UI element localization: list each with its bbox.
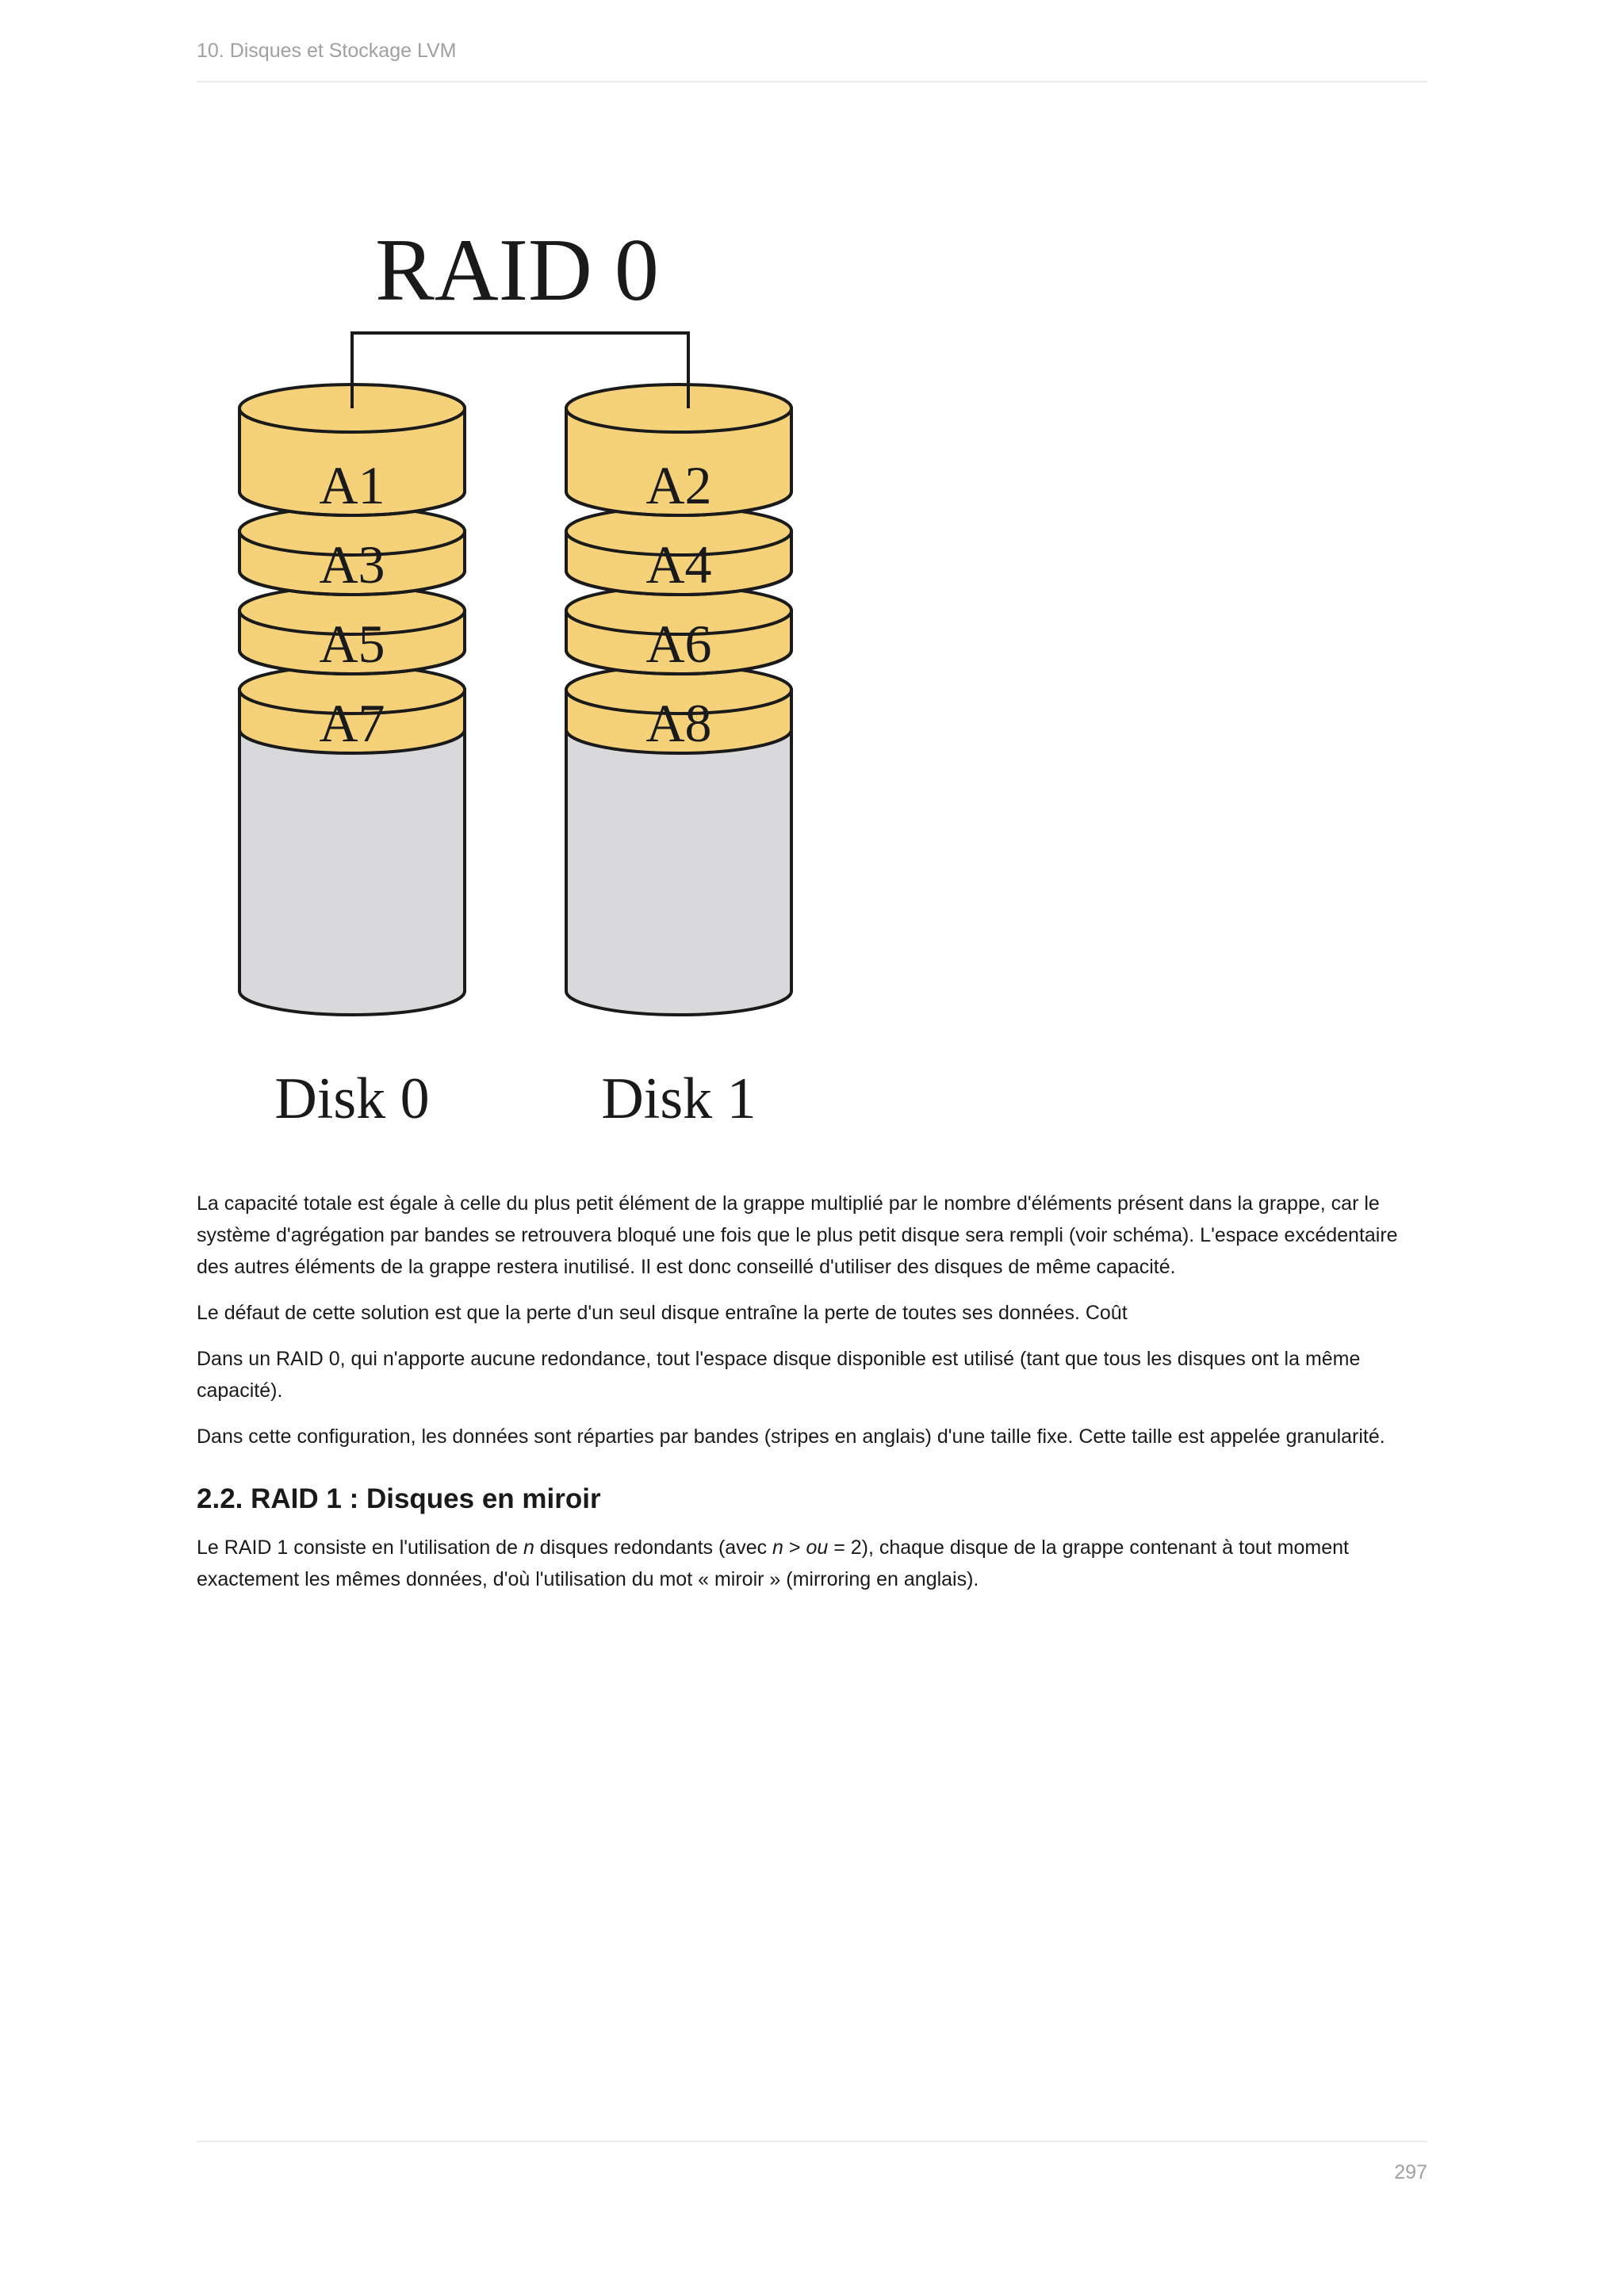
disk-1-label-a6: A6 [645,614,712,674]
paragraph-defect: Le défaut de cette solution est que la perte d'un seul disque entraîne la perte de toutes ses données. Coût [197,1302,1128,1324]
page-footer [197,2141,1427,2184]
disk-1-label-a2: A2 [645,455,712,515]
paragraph-stripes: Dans cette configuration, les données sont réparties par bandes (stripes en anglais) d'une taille fixe. Cette taille est appelée granularité. [197,1425,1385,1448]
disk-0-label-a5: A5 [319,614,385,674]
page-header [197,35,1427,82]
disk-0-empty-body [239,729,465,1015]
paragraph-raid1: Le RAID 1 consiste en l'utilisation de n disques redondants (avec n > ou = 2), chaque disque de la grappe contenant à tout moment exactement les mêmes données, d'où l'utilisation du mot « miroir » (mirroring en anglais). [197,1536,1349,1590]
diagram-title: RAID 0 [375,221,659,320]
paragraph-cost: Dans un RAID 0, qui n'apporte aucune redondance, tout l'espace disque disponible est utilisé (tant que tous les disques ont la même capacité). [197,1348,1361,1402]
chapter-title: 10. Disques et Stockage LVM [197,40,457,62]
paragraph-capacity: La capacité totale est égale à celle du plus petit élément de la grappe multiplié par le nombre d'éléments présent dans la grappe, car le système d'agrégation par bandes se retrouvera bloqué une fois que le plus petit disque sera rempli (voir schéma). L'espace excédentaire des autres éléments de la grappe restera inutilisé. Il est donc conseillé d'utiliser des disques de même capacité. [197,1192,1398,1278]
disk-0-caption: Disk 0 [274,1066,430,1131]
disk-0-label-a1: A1 [319,455,385,515]
page-number: 297 [1394,2161,1427,2183]
disk-0-label-a3: A3 [319,534,385,595]
disk-1-label-a8: A8 [645,693,712,753]
disk-0 [239,333,465,1131]
disk-0-label-a7: A7 [319,693,385,753]
disk-1 [566,333,791,1131]
body-content [197,1188,1427,1609]
disk-1-empty-body [566,729,791,1015]
disk-1-label-a4: A4 [645,534,712,595]
raid0-diagram [197,198,839,1150]
raid0-svg [197,198,839,1150]
disk-1-caption: Disk 1 [601,1066,756,1131]
section-heading-raid1: 2.2. RAID 1 : Disques en miroir [197,1483,601,1514]
